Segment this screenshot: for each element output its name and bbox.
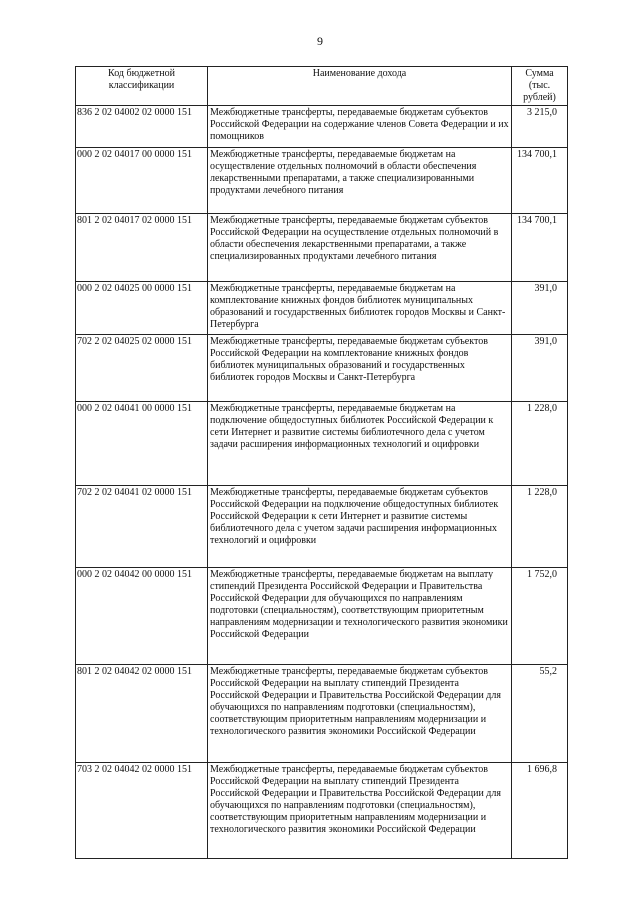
page-number: 9 [317, 34, 323, 48]
row-code: 836 2 02 04002 02 0000 151 [76, 106, 208, 148]
row-sum: 1 228,0 [512, 402, 568, 486]
row-sum: 3 215,0 [512, 106, 568, 148]
header-code: Код бюджетной классификации [76, 67, 208, 106]
row-code: 702 2 02 04041 02 0000 151 [76, 486, 208, 568]
row-code: 801 2 02 04042 02 0000 151 [76, 665, 208, 763]
row-name: Межбюджетные трансферты, передаваемые бюджетам субъектов Российской Федерации на подключение общедоступных библиотек Российской Федерации к сети Интернет и развитие системы библиотечного дела с учетом задачи расширения информационных технологий и оцифровки [208, 486, 512, 568]
table-row [76, 665, 568, 763]
row-sum: 134 700,1 [512, 214, 568, 282]
table-row [76, 763, 568, 859]
header-name: Наименование дохода [208, 67, 512, 106]
row-name: Межбюджетные трансферты, передаваемые бюджетам субъектов Российской Федерации на комплектование книжных фондов библиотек муниципальных образований и государственных библиотек городов Москвы и Санкт-Петербурга [208, 335, 512, 402]
table-header-row [76, 67, 568, 106]
table-row [76, 335, 568, 402]
row-code: 703 2 02 04042 02 0000 151 [76, 763, 208, 859]
table-row [76, 402, 568, 486]
row-name: Межбюджетные трансферты, передаваемые бюджетам на подключение общедоступных библиотек Российской Федерации к сети Интернет и развитие системы библиотечного дела с учетом задачи расширения информационных технологий и оцифровки [208, 402, 512, 486]
row-sum: 55,2 [512, 665, 568, 763]
table-row [76, 214, 568, 282]
row-code: 000 2 02 04025 00 0000 151 [76, 282, 208, 335]
table-row [76, 106, 568, 148]
header-sum: Сумма (тыс. рублей) [512, 67, 568, 106]
row-code: 000 2 02 04041 00 0000 151 [76, 402, 208, 486]
row-code: 702 2 02 04025 02 0000 151 [76, 335, 208, 402]
table-row [76, 282, 568, 335]
row-sum: 134 700,1 [512, 148, 568, 214]
row-sum: 1 696,8 [512, 763, 568, 859]
row-code: 000 2 02 04017 00 0000 151 [76, 148, 208, 214]
row-sum: 391,0 [512, 335, 568, 402]
row-name: Межбюджетные трансферты, передаваемые бюджетам субъектов Российской Федерации на выплату стипендий Президента Российской Федерации и Правительства Российской Федерации для обучающихся по направлениям подготовки (специальностям), соответствующим приоритетным направлениям модернизации и технологического развития экономики Российской Федерации [208, 665, 512, 763]
row-name: Межбюджетные трансферты, передаваемые бюджетам субъектов Российской Федерации на содержание членов Совета Федерации и их помощников [208, 106, 512, 148]
row-sum: 1 228,0 [512, 486, 568, 568]
table-row [76, 568, 568, 665]
row-name: Межбюджетные трансферты, передаваемые бюджетам на осуществление отдельных полномочий в области обеспечения лекарственными препаратами, а также специализированными продуктами лечебного питания [208, 148, 512, 214]
row-name: Межбюджетные трансферты, передаваемые бюджетам на выплату стипендий Президента Российской Федерации и Правительства Российской Федерации для обучающихся по направлениям подготовки (специальностям), соответствующим приоритетным направлениям модернизации и технологического развития экономики Российской Федерации [208, 568, 512, 665]
row-sum: 1 752,0 [512, 568, 568, 665]
row-name: Межбюджетные трансферты, передаваемые бюджетам субъектов Российской Федерации на осуществление отдельных полномочий в области обеспечения лекарственными препаратами, а также специализированных продуктами лечебного питания [208, 214, 512, 282]
table-row [76, 148, 568, 214]
row-name: Межбюджетные трансферты, передаваемые бюджетам на комплектование книжных фондов библиотек муниципальных образований и государственных библиотек городов Москвы и Санкт-Петербурга [208, 282, 512, 335]
row-name: Межбюджетные трансферты, передаваемые бюджетам субъектов Российской Федерации на выплату стипендий Президента Российской Федерации и Правительства Российской Федерации для обучающихся по направлениям подготовки (специальностям), соответствующим приоритетным направлениям модернизации и технологического развития экономики Российской Федерации [208, 763, 512, 859]
row-code: 801 2 02 04017 02 0000 151 [76, 214, 208, 282]
budget-income-table [75, 66, 568, 859]
row-sum: 391,0 [512, 282, 568, 335]
table-row [76, 486, 568, 568]
row-code: 000 2 02 04042 00 0000 151 [76, 568, 208, 665]
